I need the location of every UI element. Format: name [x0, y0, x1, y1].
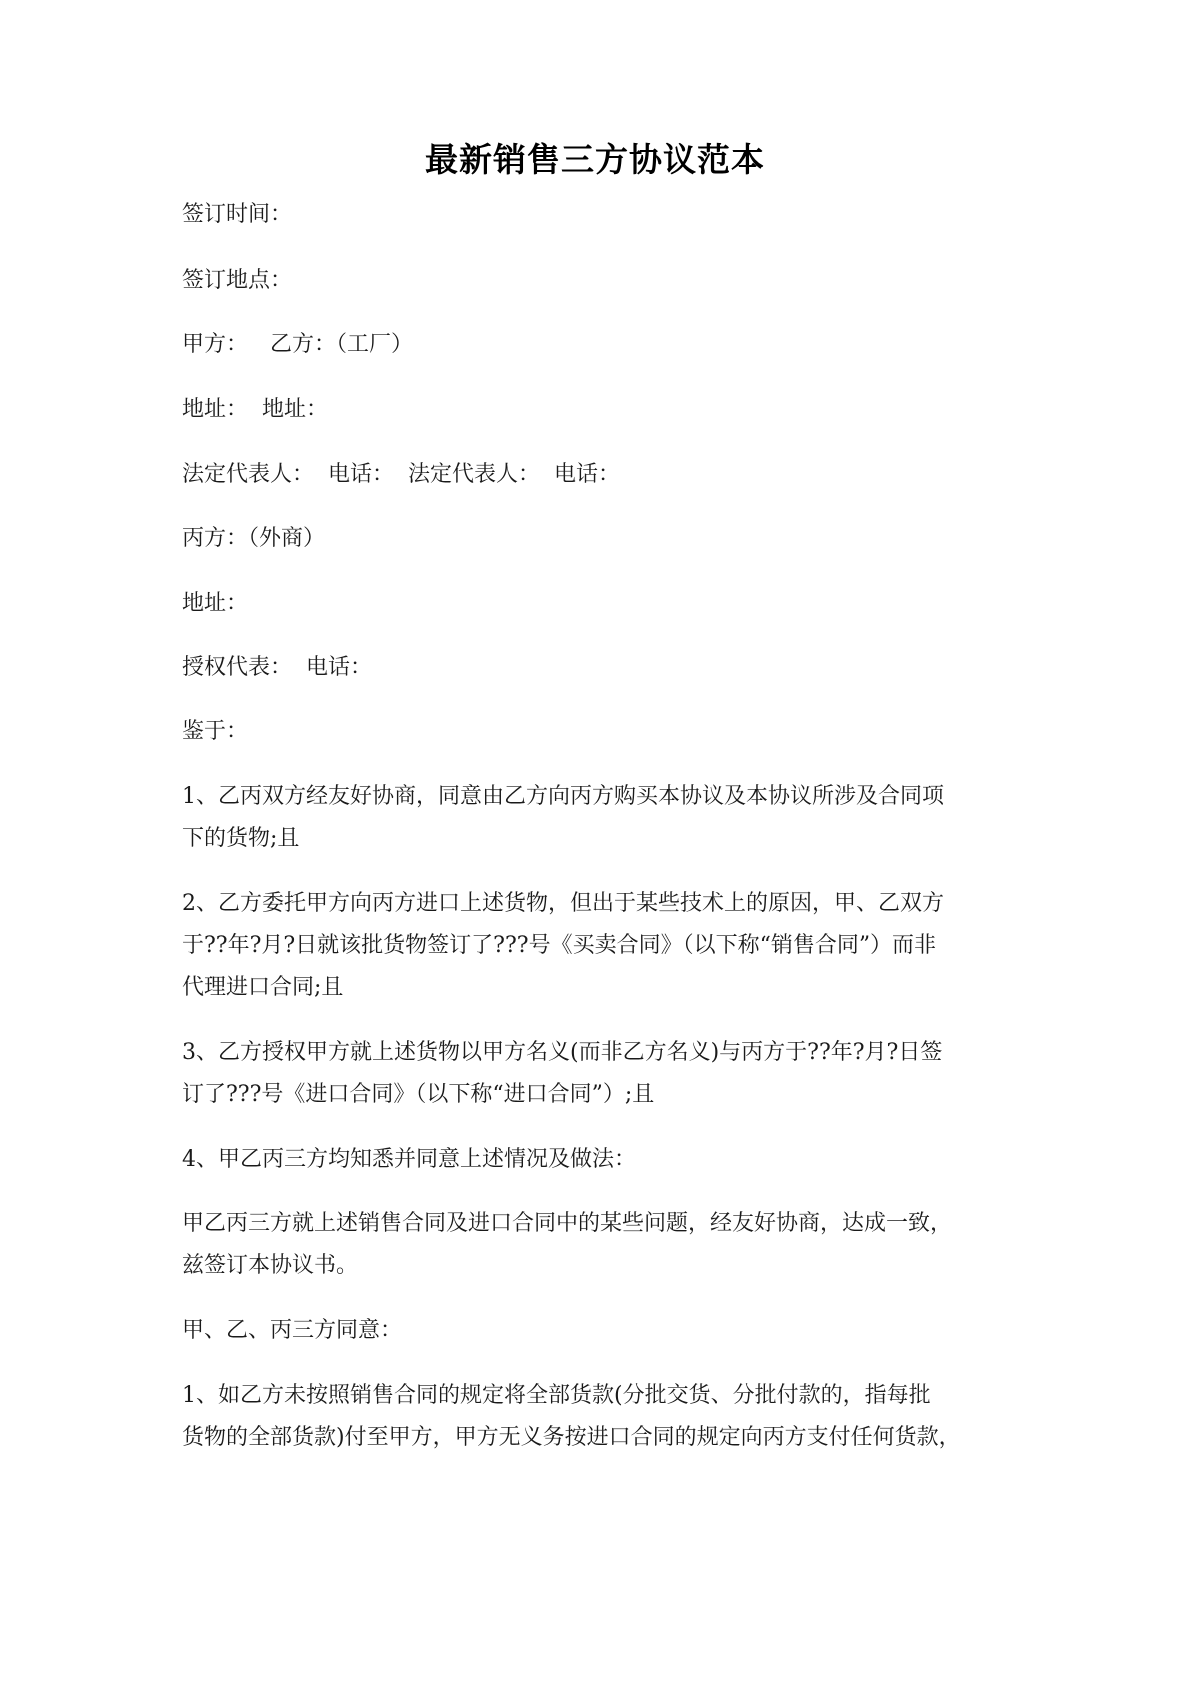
preamble-line2: 兹签订本协议书。 — [182, 1253, 359, 1278]
address-c-label: 地址： — [182, 591, 249, 616]
agreement-heading: 甲、乙、丙三方同意： — [182, 1318, 403, 1343]
phone-c-label: 电话： — [306, 655, 373, 680]
whereas-item-3-line1: 3、乙方授权甲方就上述货物以甲方名义(而非乙方名义)与丙方于??年?月?日签 — [182, 1040, 943, 1065]
auth-rep-row — [182, 653, 372, 683]
phone-b-label: 电话： — [554, 462, 621, 487]
whereas-item-2-line3: 代理进口合同;且 — [182, 975, 344, 1000]
party-a-label: 甲方： — [182, 332, 249, 357]
whereas-heading: 鉴于： — [182, 719, 249, 744]
whereas-item-2-line1: 2、乙方委托甲方向丙方进口上述货物，但出于某些技术上的原因，甲、乙双方 — [182, 891, 944, 916]
address-b-label: 地址： — [262, 397, 329, 422]
legal-reps-row — [182, 460, 620, 490]
party-c-label: 丙方：（外商） — [182, 526, 326, 551]
whereas-item-3-line2: 订了???号《进口合同》（以下称“进口合同”）;且 — [182, 1082, 655, 1107]
preamble-line1: 甲乙丙三方就上述销售合同及进口合同中的某些问题，经友好协商，达成一致， — [182, 1211, 953, 1236]
legal-rep-a-label: 法定代表人： — [182, 462, 315, 487]
whereas-item-1-line2: 下的货物;且 — [182, 826, 300, 851]
document-title: 最新销售三方协议范本 — [425, 140, 765, 179]
legal-rep-b-label: 法定代表人： — [408, 462, 541, 487]
parties-ab-row — [182, 330, 413, 360]
party-b-label: 乙方：（工厂） — [270, 332, 414, 357]
sign-place-label: 签订地点： — [182, 268, 293, 293]
whereas-item-1-line1: 1、乙丙双方经友好协商，同意由乙方向丙方购买本协议及本协议所涉及合同项 — [182, 784, 944, 809]
clause-1-line1: 1、如乙方未按照销售合同的规定将全部货款(分批交货、分批付款的，指每批 — [182, 1383, 931, 1408]
clause-1-line2: 货物的全部货款)付至甲方，甲方无义务按进口合同的规定向丙方支付任何货款， — [182, 1425, 961, 1450]
whereas-item-2-line2: 于??年?月?日就该批货物签订了???号《买卖合同》（以下称“销售合同”）而非 — [182, 933, 937, 958]
address-a-label: 地址： — [182, 397, 249, 422]
sign-time-label: 签订时间： — [182, 202, 293, 227]
whereas-item-4-line1: 4、甲乙丙三方均知悉并同意上述情况及做法： — [182, 1147, 636, 1172]
phone-a-label: 电话： — [328, 462, 395, 487]
auth-rep-c-label: 授权代表： — [182, 655, 293, 680]
addresses-ab-row — [182, 395, 328, 425]
